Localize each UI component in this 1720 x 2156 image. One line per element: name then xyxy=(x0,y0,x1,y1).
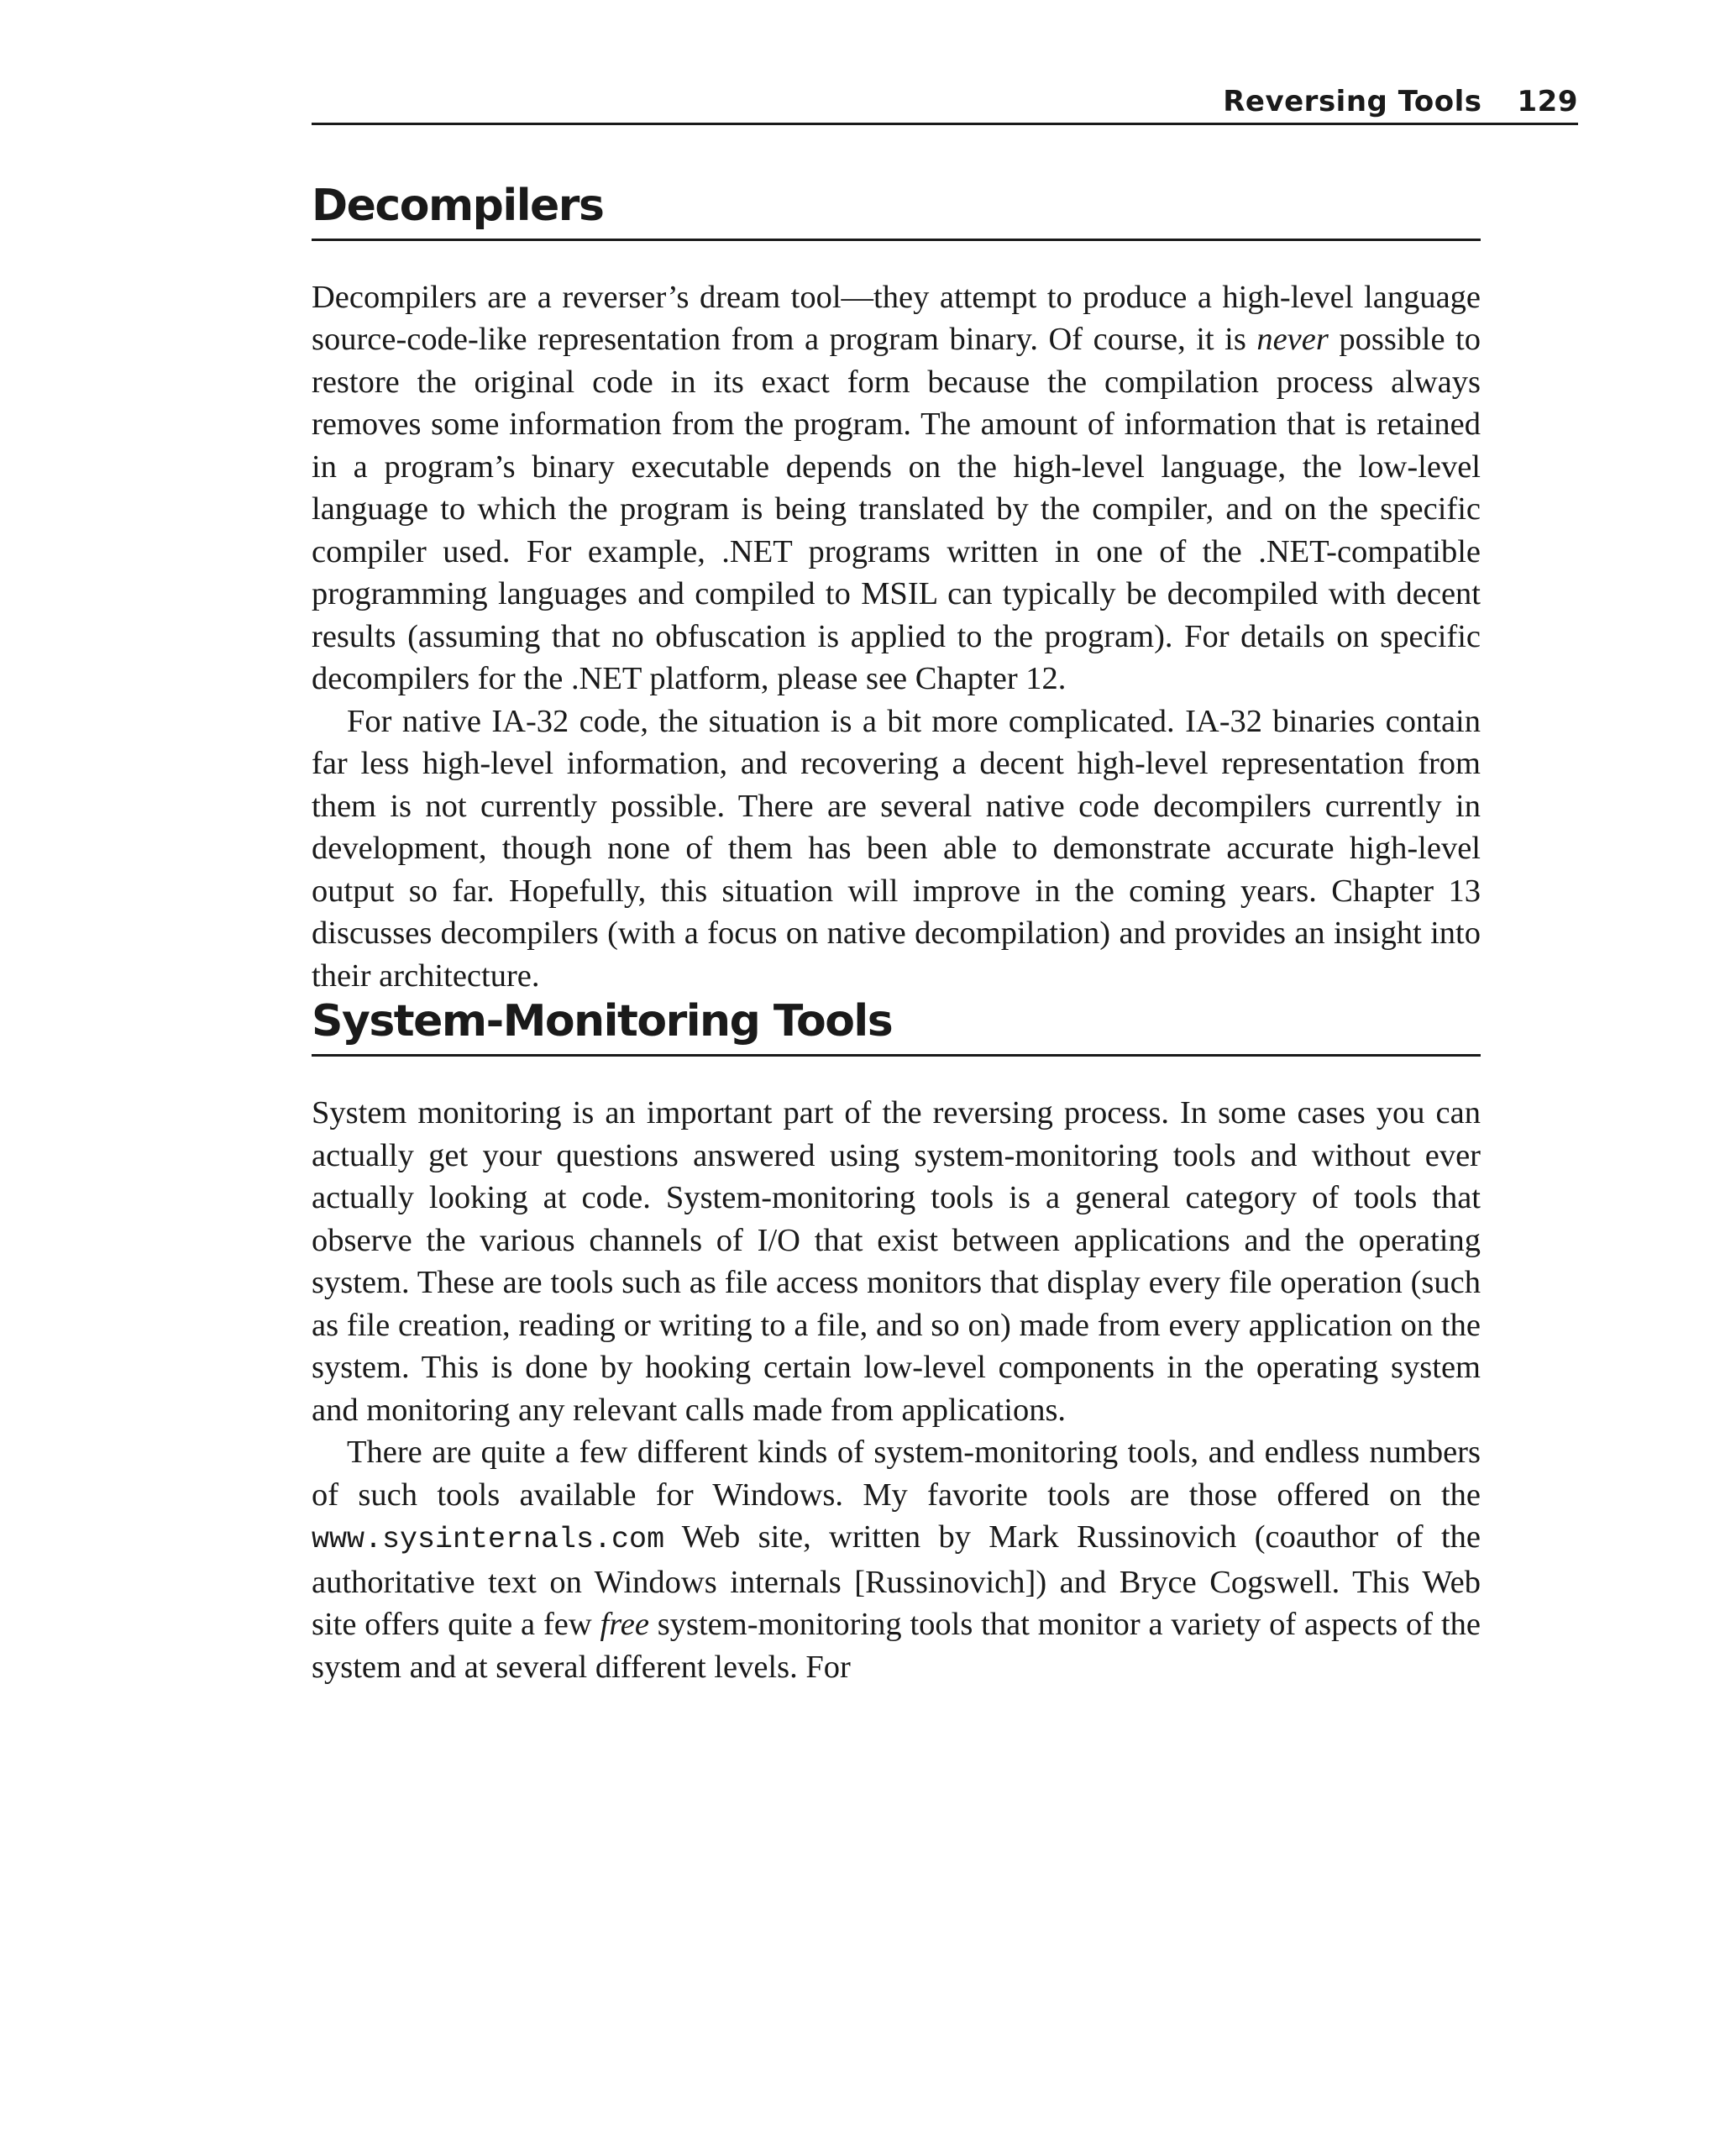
paragraph-decompilers-2: For native IA-32 code, the situation is a bit more complicated. IA-32 binaries contain far less high-level information, and recovering a decent high-level representation from them is not currently possible. There are several native code decompilers currently in development, though none of them has been able to demonstrate accurate high-level output so far. Hopefully, this situation will improve in the coming years. Chapter 13 discusses decompilers (with a focus on native decompilation) and provides an insight into their architecture. xyxy=(312,703,1481,994)
page-number: 129 xyxy=(1517,85,1578,118)
emphasis-free: free xyxy=(600,1607,649,1643)
paragraph-monitoring-1: System monitoring is an important part of the reversing process. In some cases you can actually get your questions answered using system-monitoring tools and without ever actually looking at code. System-monitoring tools is a general category of tools that observe the various channels of I/O that exist between applications and the operating system. These are tools such as file access monitors that display every file operation (such as file creation, reading or writing to a file, and so on) made from every application on the system. This is done by hooking certain low-level components in the operating system and monitoring any relevant calls made from applications. xyxy=(312,1095,1481,1428)
sysinternals-url: www.sysinternals.com xyxy=(312,1523,665,1557)
running-header xyxy=(312,81,1578,125)
page-content xyxy=(312,181,1481,1688)
text-run: system-monitoring tools that monitor a variety of aspects of the system and at several different levels. For xyxy=(312,1607,1481,1685)
paragraph-monitoring-2 xyxy=(312,1431,1481,1688)
paragraph-decompilers-1 xyxy=(312,276,1481,700)
running-title: Reversing Tools xyxy=(1223,85,1482,118)
text-run: Decompilers are a reverser’s dream tool—they attempt to produce a high-level language source-code-like representation from a program binary. Of course, it is xyxy=(312,279,1481,358)
emphasis-never: never xyxy=(1256,322,1329,358)
text-run: possible to restore the original code in its exact form because the compilation process always removes some information from the program. The amount of information that is retained in a program’s binary executable depends on the high-level language, the low-level language to which the program is being translated by the compiler, and on the specific compiler used. For example, .NET programs written in one of the .NET-compatible programming languages and compiled to MSIL can typically be decompiled with decent results (assuming that no obfuscation is applied to the program). For details on specific decompilers for the .NET platform, please see Chapter 12. xyxy=(312,322,1481,697)
section-heading-system-monitoring: System-Monitoring Tools xyxy=(312,997,1481,1057)
section-heading-decompilers: Decompilers xyxy=(312,181,1481,241)
text-run: There are quite a few different kinds of system-monitoring tools, and endless numbers of such tools available for Windows. My favorite tools are those offered on the xyxy=(312,1435,1481,1513)
text-run: Web site, written by Mark Russinovich (coauthor of the authoritative text on Windows internals [Russinovich]) and Bryce Cogswell. This Web site offers quite a few xyxy=(312,1519,1481,1643)
